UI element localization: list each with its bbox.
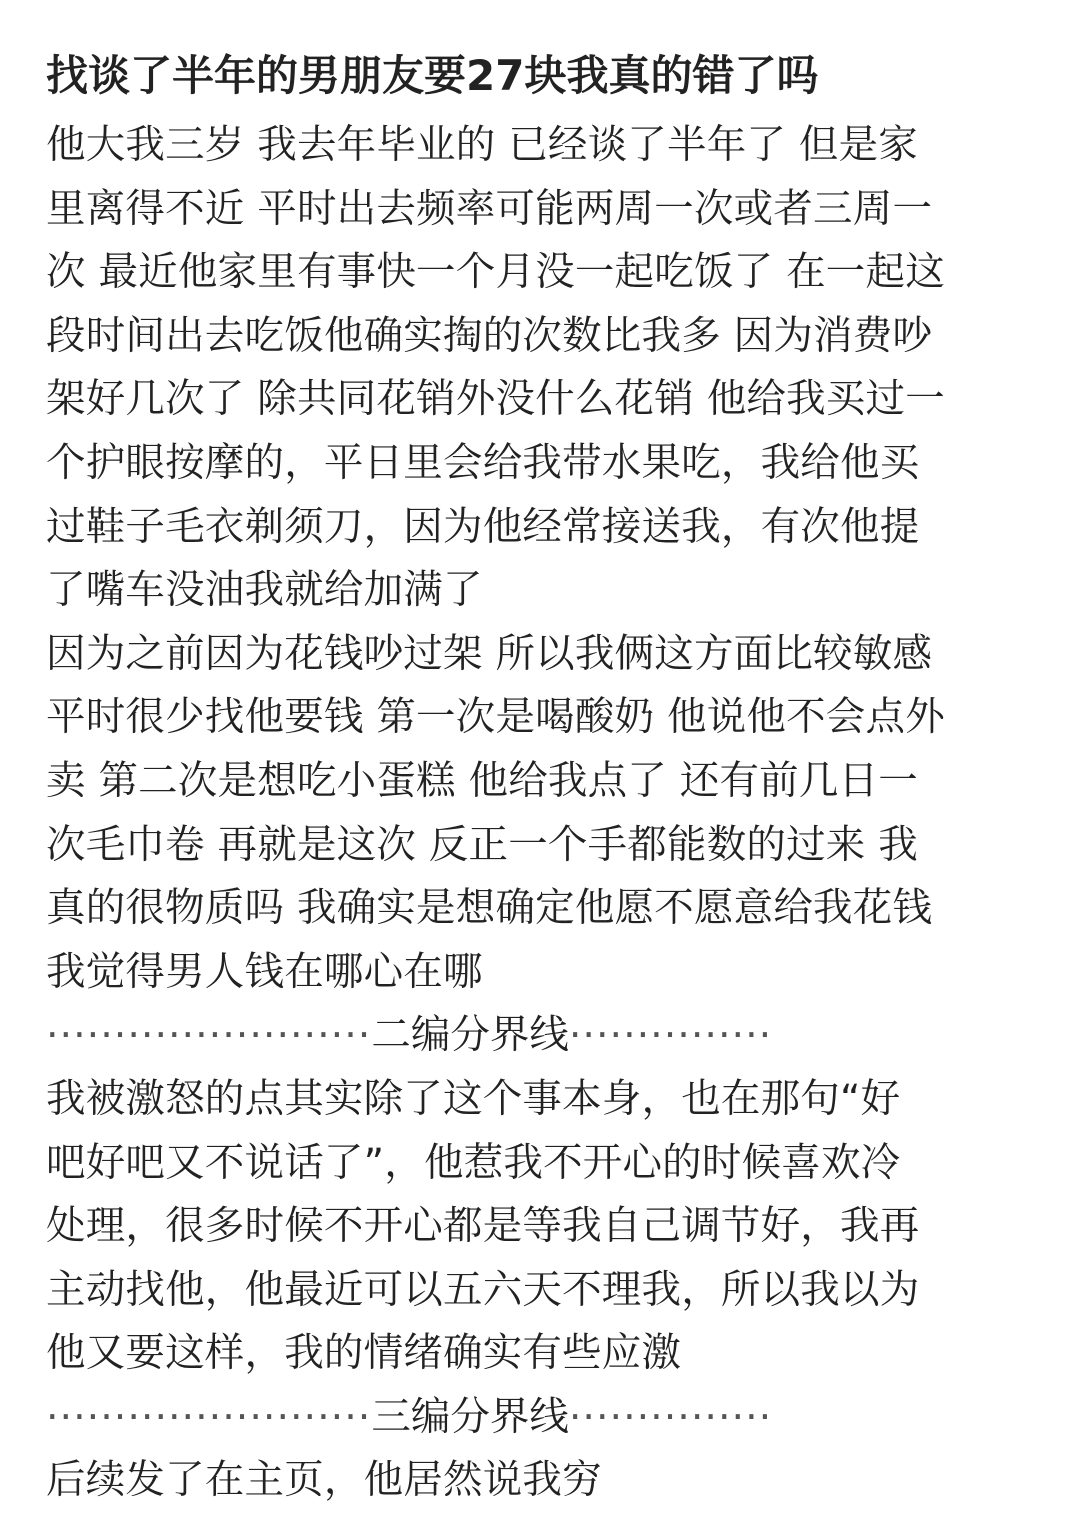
text-line: 了嘴车没油我就给加满了 bbox=[46, 567, 483, 614]
post-content bbox=[46, 40, 1046, 1513]
text-line: 处理，很多时候不开心都是等我自己调节好，我再 bbox=[46, 1203, 920, 1250]
text-line: 平时很少找他要钱 第一次是喝酸奶 他说他不会点外 bbox=[46, 694, 945, 741]
text-line: 架好几次了 除共同花销外没什么花销 他给我买过一 bbox=[46, 376, 945, 423]
divider-dots-right: ··············· bbox=[568, 1393, 773, 1440]
divider-label: 三编分界线 bbox=[371, 1393, 569, 1440]
text-line: 因为之前因为花钱吵过架 所以我俩这方面比较敏感 bbox=[46, 630, 933, 677]
paragraph-4 bbox=[46, 1449, 1046, 1513]
text-line: 吧好吧又不说话了”，他惹我不开心的时候喜欢冷 bbox=[46, 1139, 901, 1186]
text-line: 我觉得男人钱在哪心在哪 bbox=[46, 948, 483, 995]
text-line: 我被激怒的点其实除了这个事本身，也在那句“好 bbox=[46, 1075, 901, 1122]
divider-dots-left: ························ bbox=[46, 1012, 372, 1059]
text-line: 个护眼按摩的，平日里会给我带水果吃，我给他买 bbox=[46, 439, 920, 486]
text-line: 真的很物质吗 我确实是想确定他愿不愿意给我花钱 bbox=[46, 885, 933, 932]
post-title: 找谈了半年的男朋友要27块我真的错了吗 bbox=[46, 51, 819, 100]
clipped-next-line bbox=[46, 1505, 346, 1525]
third-edit-divider bbox=[46, 1386, 1046, 1450]
text-line: 里离得不近 平时出去频率可能两周一次或者三周一 bbox=[46, 185, 933, 232]
divider-dots-right: ··············· bbox=[568, 1012, 773, 1059]
text-line: 次 最近他家里有事快一个月没一起吃饭了 在一起这 bbox=[46, 249, 945, 296]
text-line: 他大我三岁 我去年毕业的 已经谈了半年了 但是家 bbox=[46, 122, 918, 168]
text-line: 次毛巾卷 再就是这次 反正一个手都能数的过来 我 bbox=[46, 821, 918, 868]
text-line: 后续发了在主页，他居然说我穷 bbox=[46, 1457, 602, 1504]
second-edit-divider bbox=[46, 1004, 1046, 1068]
text-line: 他又要这样，我的情绪确实有些应激 bbox=[46, 1330, 682, 1377]
text-line: 主动找他，他最近可以五六天不理我，所以我以为 bbox=[46, 1266, 920, 1313]
divider-dots-left: ························ bbox=[46, 1393, 372, 1440]
text-line: 过鞋子毛衣剃须刀，因为他经常接送我，有次他提 bbox=[46, 503, 920, 550]
text-line: 卖 第二次是想吃小蛋糕 他给我点了 还有前几日一 bbox=[46, 757, 918, 804]
paragraph-1 bbox=[46, 114, 1046, 623]
divider-label: 二编分界线 bbox=[371, 1012, 569, 1059]
paragraph-2 bbox=[46, 623, 1046, 1005]
paragraph-3 bbox=[46, 1068, 1046, 1386]
text-line: 段时间出去吃饭他确实掏的次数比我多 因为消费吵 bbox=[46, 312, 933, 359]
